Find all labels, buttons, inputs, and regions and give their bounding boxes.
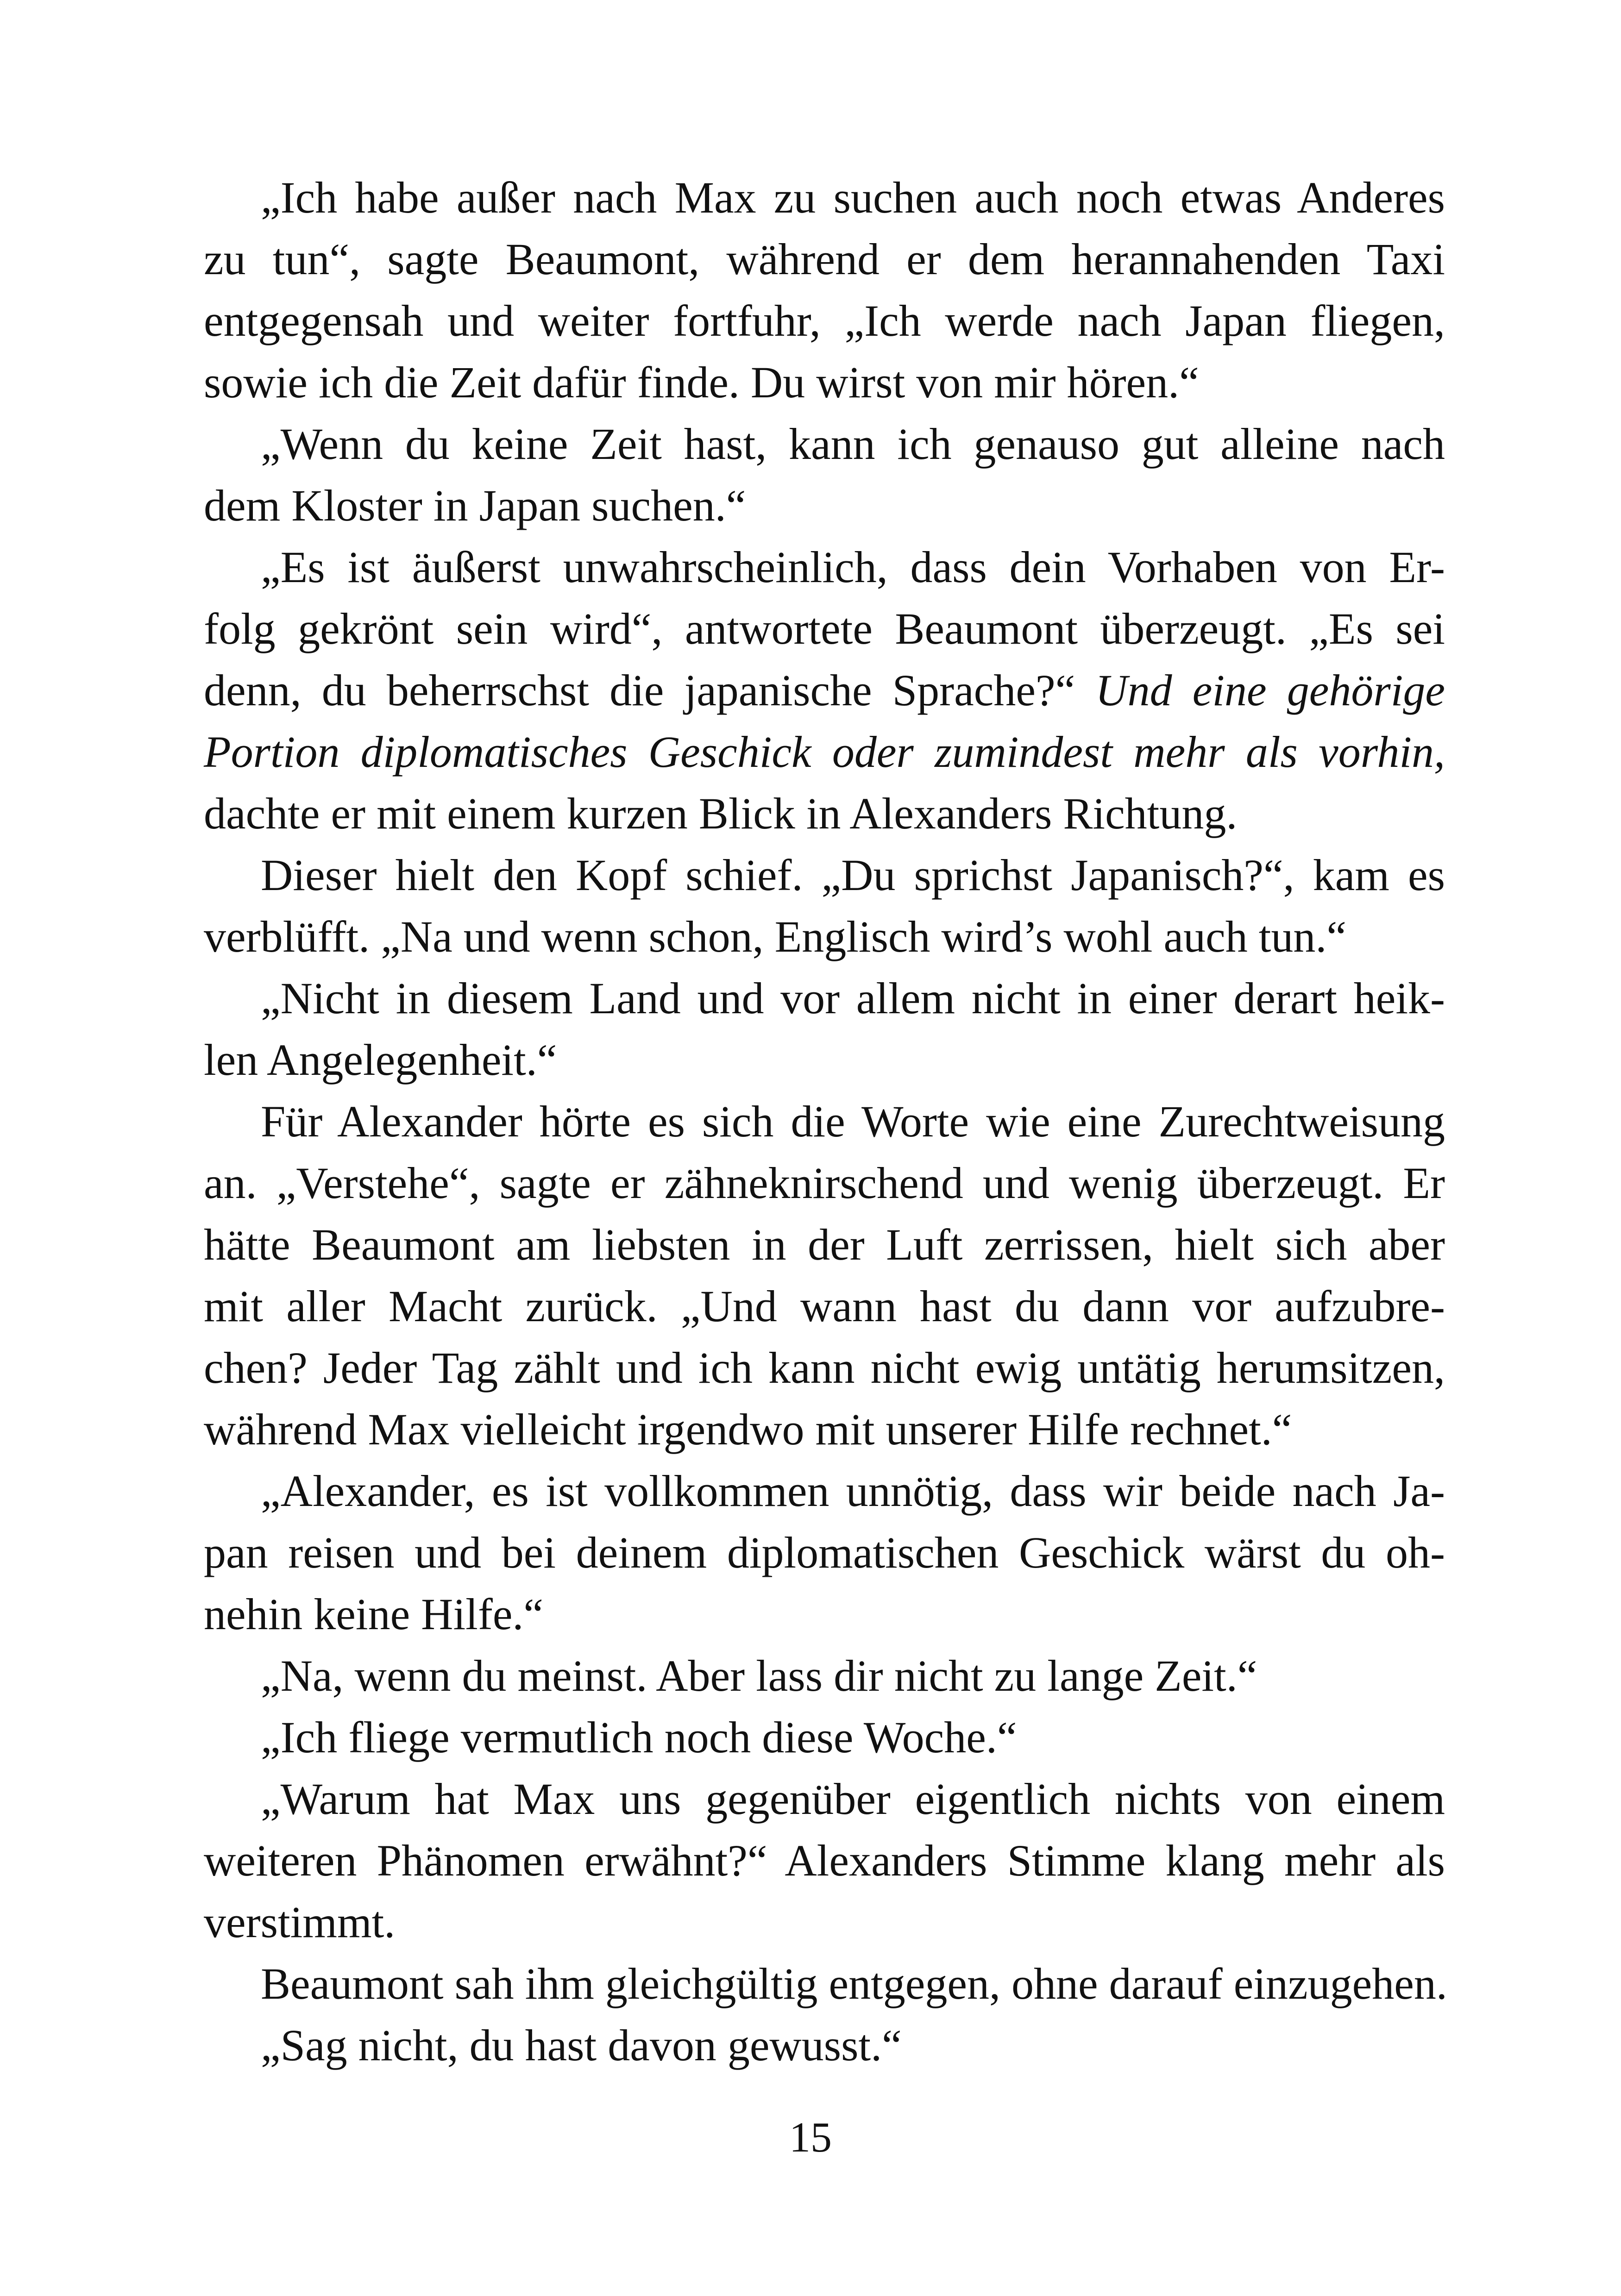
text-segment: an. „Verstehe“, sagte er zähneknirschend und wenig überzeugt. Er: [204, 1158, 1445, 1208]
text-line: [204, 598, 1445, 659]
paragraph: [204, 536, 1445, 844]
text-line: [204, 1091, 1445, 1152]
text-segment: dem Kloster in Japan suchen.“: [204, 481, 746, 530]
paragraph: [204, 413, 1445, 536]
text-segment: entgegensah und weiter fortfuhr, „Ich werde nach Japan fliegen,: [204, 296, 1445, 345]
text-line: [204, 1891, 1445, 1953]
text-segment: „Wenn du keine Zeit hast, kann ich genauso gut alleine nach: [261, 419, 1445, 469]
text-line: [204, 2014, 1445, 2076]
text-segment: pan reisen und bei deinem diplomatischen Geschick wärst du oh-: [204, 1528, 1445, 1577]
text-line: [204, 1522, 1445, 1583]
text-line: [204, 967, 1445, 1029]
text-line: [204, 659, 1445, 721]
text-segment: „Es ist äußerst unwahrscheinlich, dass dein Vorhaben von Er-: [261, 542, 1445, 592]
text-line: [204, 1706, 1445, 1768]
text-segment: chen? Jeder Tag zählt und ich kann nicht ewig untätig herumsitzen,: [204, 1343, 1445, 1393]
text-line: [204, 783, 1445, 844]
text-line: [204, 1214, 1445, 1275]
text-line: [204, 1645, 1445, 1706]
text-segment: mit aller Macht zurück. „Und wann hast du dann vor aufzubre-: [204, 1281, 1445, 1331]
paragraph: [204, 1768, 1445, 1953]
text-line: [204, 167, 1445, 228]
text-line: [204, 1399, 1445, 1460]
text-segment: zu tun“, sagte Beaumont, während er dem herannahenden Taxi: [204, 234, 1445, 284]
text-line: [204, 475, 1445, 536]
text-line: [204, 1583, 1445, 1645]
text-segment: Für Alexander hörte es sich die Worte wie eine Zurechtweisung: [261, 1097, 1445, 1146]
text-line: [204, 1029, 1445, 1091]
paragraph: [204, 1460, 1445, 1645]
text-segment: len Angelegenheit.“: [204, 1035, 557, 1085]
text-segment: dachte er mit einem kurzen Blick in Alexanders Richtung.: [204, 789, 1238, 838]
text-line: [204, 1275, 1445, 1337]
text-segment: „Alexander, es ist vollkommen unnötig, dass wir beide nach Ja-: [261, 1466, 1445, 1516]
text-segment: hätte Beaumont am liebsten in der Luft zerrissen, hielt sich aber: [204, 1220, 1445, 1269]
text-segment: „Nicht in diesem Land und vor allem nicht in einer derart heik-: [261, 973, 1445, 1023]
text-segment: sowie ich die Zeit dafür finde. Du wirst von mir hören.“: [204, 358, 1199, 407]
text-segment: Beaumont sah ihm gleichgültig entgegen, ohne darauf einzugehen.: [261, 1959, 1447, 2008]
italic-text: Portion diplomatisches Geschick oder zumindest mehr als vorhin,: [204, 727, 1445, 777]
text-line: [204, 1337, 1445, 1399]
text-line: [204, 844, 1445, 906]
text-line: [204, 1460, 1445, 1522]
text-line: [204, 1830, 1445, 1891]
text-segment: folg gekrönt sein wird“, antwortete Beaumont überzeugt. „Es sei: [204, 604, 1445, 653]
paragraph: [204, 1645, 1445, 1706]
text-segment: weiteren Phänomen erwähnt?“ Alexanders Stimme klang mehr als: [204, 1836, 1445, 1885]
text-line: [204, 228, 1445, 290]
paragraph: [204, 1706, 1445, 1768]
text-line: [204, 413, 1445, 475]
text-segment: Dieser hielt den Kopf schief. „Du sprichst Japanisch?“, kam es: [261, 850, 1445, 900]
text-line: [204, 1152, 1445, 1214]
text-segment: verstimmt.: [204, 1897, 396, 1947]
paragraph: [204, 1091, 1445, 1460]
text-segment: „Warum hat Max uns gegenüber eigentlich nichts von einem: [261, 1774, 1445, 1824]
text-line: [204, 1768, 1445, 1830]
text-line: [204, 536, 1445, 598]
paragraph: [204, 167, 1445, 413]
text-line: [204, 351, 1445, 413]
text-segment: nehin keine Hilfe.“: [204, 1589, 544, 1639]
paragraph: [204, 2014, 1445, 2076]
paragraph: [204, 844, 1445, 967]
text-line: [204, 1953, 1445, 2014]
text-line: [204, 721, 1445, 783]
paragraph: [204, 1953, 1445, 2014]
text-line: [204, 290, 1445, 351]
text-segment: „Ich habe außer nach Max zu suchen auch noch etwas Anderes: [261, 173, 1445, 222]
page-number: 15: [789, 2114, 832, 2161]
text-segment: denn, du beherrschst die japanische Sprache?“: [204, 665, 1096, 715]
text-segment: „Sag nicht, du hast davon gewusst.“: [261, 2020, 902, 2070]
text-segment: „Na, wenn du meinst. Aber lass dir nicht zu lange Zeit.“: [261, 1651, 1257, 1700]
text-line: [204, 906, 1445, 967]
book-page-text: [204, 167, 1445, 2076]
paragraph: [204, 967, 1445, 1091]
text-segment: während Max vielleicht irgendwo mit unserer Hilfe rechnet.“: [204, 1405, 1292, 1454]
italic-text: Und eine gehörige: [1095, 665, 1445, 715]
text-segment: verblüfft. „Na und wenn schon, Englisch wird’s wohl auch tun.“: [204, 912, 1347, 961]
text-segment: „Ich fliege vermutlich noch diese Woche.“: [261, 1713, 1017, 1762]
